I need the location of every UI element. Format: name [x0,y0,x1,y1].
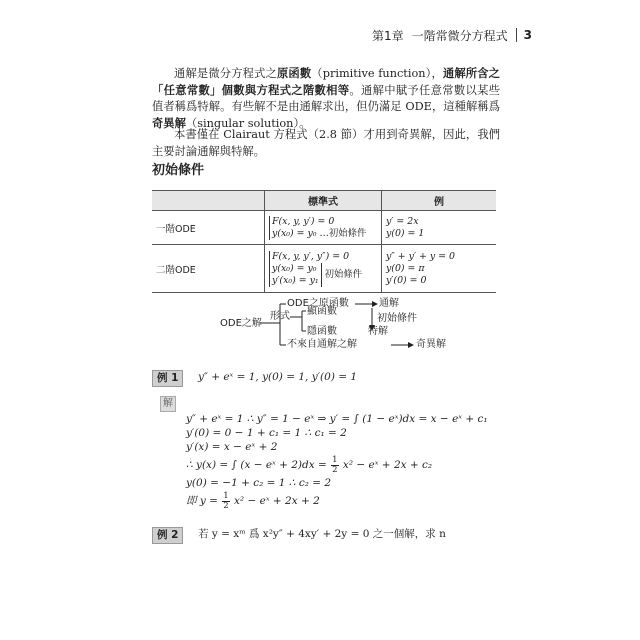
row-standard-form [265,245,382,293]
solution-part: x² − eˣ + 2x + c₂ [342,459,433,471]
std-note: 初始條件 [324,268,363,280]
std-line: y(x₀) = y₀ [272,227,317,239]
solution-tag: 解 [160,396,176,412]
diagram-primitive: ODE之原函數 [287,298,349,309]
diagram-particular: 特解 [368,326,388,337]
row-standard-form [265,211,382,245]
section-title: 初始條件 [152,163,205,178]
initial-condition-table [152,190,496,293]
intro-paragraph-1 [152,66,500,132]
example-1-tag: 例 1 [152,370,183,387]
example-line: y(0) = 1 [386,227,425,239]
row-order-label: 二階ODE [152,245,265,293]
example-2-equation: 若 y = xᵐ 爲 x²y″ + 4xy′ + 2y = 0 之一個解，求 n [198,528,446,540]
diagram-not-from-general: 不來自通解之解 [287,339,357,350]
table-header-standard: 標準式 [265,191,382,211]
solution-line [186,490,488,512]
diagram-general: 通解 [379,298,399,309]
chapter-number: 第1章 [372,28,404,43]
fraction-denominator: 2 [223,500,229,511]
diagram-initial-condition: 初始條件 [377,313,417,324]
page-number: 3 [516,28,532,42]
chapter-title: 一階常微分方程式 [411,28,508,43]
std-line: F(x, y, y′, y″) = 0 [272,250,350,262]
example-2-tag: 例 2 [152,527,183,544]
solution-line: y(0) = −1 + c₂ = 1 ∴ c₂ = 2 [186,477,332,489]
example-line: y′(0) = 0 [386,274,427,286]
diagram-root: ODE之解 [220,318,262,329]
row-example [382,245,497,293]
solution-classification-diagram [220,298,450,354]
std-line: y(x₀) = y₀ [272,262,317,274]
diagram-implicit: 隱函數 [307,326,337,337]
std-line: F(x, y, y′) = 0 [272,215,335,227]
intro-paragraph-2: 本書僅在 Clairaut 方程式（2.8 節）才用到奇異解，因此，我們主要討論通解與特解。 [152,128,500,158]
p1-prefix: 通解是微分方程式之 [174,67,277,80]
solution-part: x² − eˣ + 2x + 2 [234,495,320,507]
term-singular: 奇異解 [152,116,186,130]
diagram-singular: 奇異解 [416,339,446,350]
fraction-numerator: 1 [332,454,338,465]
p1-end: （singular solution）。 [185,116,311,130]
p1-key-sentence: 通解所含之「任意常數」個數與方程式之階數相等 [152,67,500,97]
table-row [152,211,496,245]
std-line: y′(x₀) = y₁ [272,274,319,286]
example-1-solution [186,412,488,512]
solution-line: y′(0) = 0 − 1 + c₁ = 1 ∴ c₁ = 2 [186,427,347,439]
row-order-label: 一階ODE [152,211,265,245]
solution-part: 即 y = [186,495,218,507]
diagram-form: 形式 [270,311,290,322]
std-note: …初始條件 [319,227,367,239]
p1-term-en: （primitive function）， [311,67,443,80]
fraction [222,492,229,511]
example-1-equation: y″ + eˣ = 1, y(0) = 1, y′(0) = 1 [198,371,358,383]
solution-line: y″ + eˣ = 1 ∴ y″ = 1 − eˣ ⇒ y′ = ∫ (1 − eˣ)dx = x − eˣ + c₁ [186,413,488,425]
solution-line [186,454,488,476]
solution-part: ∴ y(x) = ∫ (x − eˣ + 2)dx = [186,459,327,471]
table-header-order [152,191,265,211]
bracket [269,251,362,287]
p1-rest: 。通解中賦予任意常數以某些值者稱爲特解。有些解不是由通解求出，但仍滿足 ODE，這種解稱爲 [152,83,500,113]
table-header-example: 例 [382,191,497,211]
table-header-row [152,191,496,211]
example-line: y′ = 2x [386,215,419,227]
fraction [331,456,338,475]
example-line: y″ + y′ + y = 0 [386,250,455,262]
diagram-explicit: 顯函數 [307,306,337,317]
fraction-denominator: 2 [332,464,338,475]
term-primitive: 原函數 [276,67,312,80]
example-line: y(0) = π [386,262,425,274]
row-example [382,211,497,245]
bracket [269,216,366,240]
table-row [152,245,496,293]
fraction-numerator: 1 [223,490,229,501]
solution-line: y′(x) = x − eˣ + 2 [186,441,278,453]
running-header [372,27,532,43]
